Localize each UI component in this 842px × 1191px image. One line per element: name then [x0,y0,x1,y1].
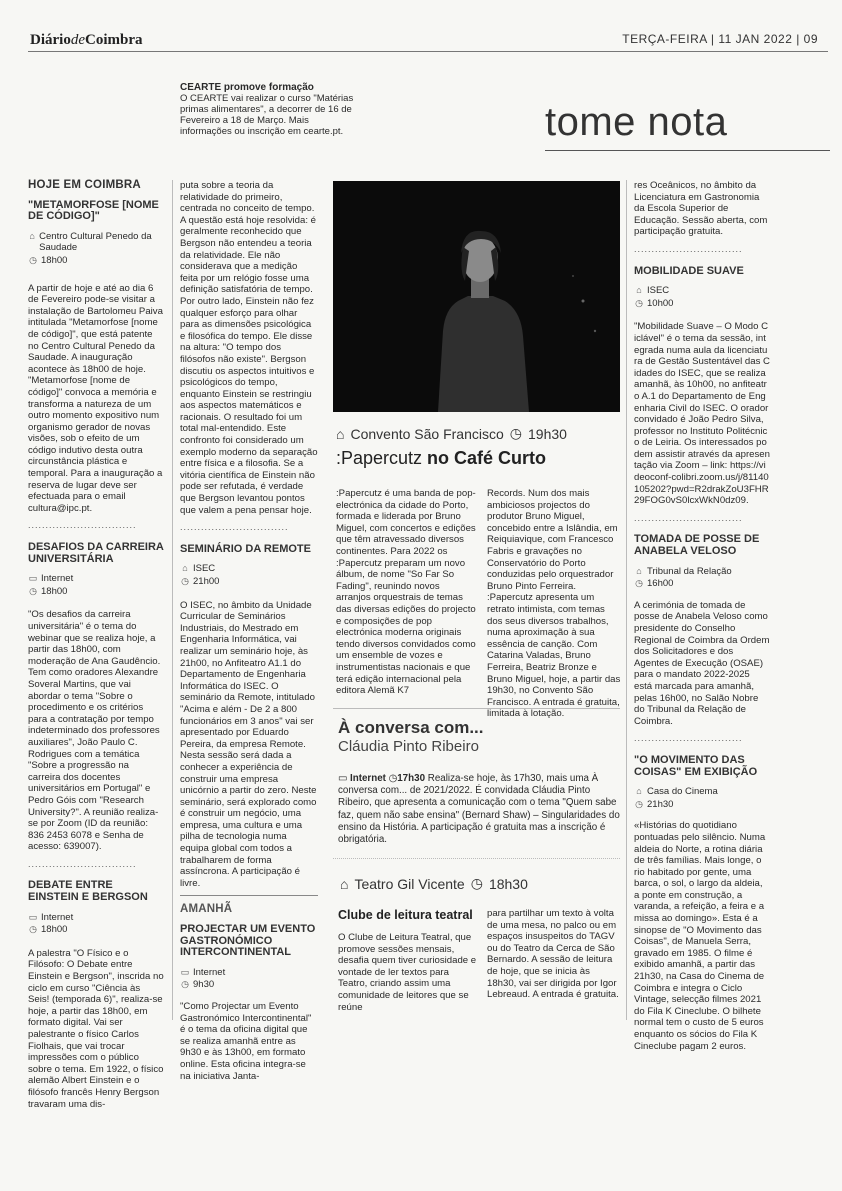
article-place: ▭ Internet [180,966,226,978]
rule [333,858,620,859]
section-title-rule [545,150,830,151]
article-title: SEMINÁRIO DA REMOTE [180,542,311,555]
cearte-notice [180,82,360,137]
gil-meta: ⌂ Teatro Gil Vicente ◷ 18h30 [340,875,528,892]
monitor-icon: ▭ [28,911,38,922]
clock-icon: ◷ [29,924,37,935]
monitor-icon: ▭ [338,773,348,784]
article-continuation: res Oceânicos, no âmbito da Licenciatura em Gastronomia da Escola Superior de Educação. Sessão aberta, com participação gratuita. [634,180,768,238]
article-title: "O MOVIMENTO DAS COISAS" EM EXIBIÇÃO [634,753,758,778]
article-body: A palestra "O Físico e o Filósofo: O Debate entre Einstein e Bergson", inscrida no ciclo em curso "Ciência às Seis! (temporada 6)", realiza-se hoje, a partir das 18h00, em formato digital. Vai ser palestrante o físico Carlos Fiolhais, que vai trocar impressões com o público sobre o tema. Em 1922, o físico alemão Albert Einstein e o filósofo francês Henry Bergson travaram uma dis- [28,947,164,1110]
article-place: ⌂ ISEC [634,285,770,297]
article-title: DEBATE ENTRE EINSTEIN E BERGSON [28,879,148,904]
article-time: ◷ 9h30 [181,979,215,991]
home-icon: ⌂ [636,786,642,797]
clock-icon: ◷ [509,425,522,441]
clock-icon: ◷ [181,979,189,990]
article-body: "Como Projectar um Evento Gastronómico Intercontinental" é o tema da oficina digital que se realiza amanhã entre as 9h30 e às 13h00, em formato online. Esta oficina integra-se na iniciativa Janta- [180,1001,312,1082]
feature-meta: ⌂ Convento São Francisco ◷ 19h30 [336,425,567,442]
masthead: DiáriodeCoimbra [30,32,143,48]
clock-icon: ◷ [29,254,37,265]
feature-papercutz [336,425,621,469]
article-time: ◷ 21h00 [181,576,220,587]
rule [180,895,318,896]
home-icon: ⌂ [336,425,345,442]
article-body: A cerimónia de tomada de posse de Anabela Veloso como presidente do Conselho Regional de Coimbra da Ordem dos Solicitadores e dos Agentes de Execução (OSAE) para o mandato 2022-2025 está marcada para amanhã, pelas 16h00, no Salão Nobre do Tribunal da Relação de Coimbra. [634,599,770,727]
article-body: «Histórias do quotidiano pontuadas pelo silêncio. Numa aldeia do Norte, a rotina diária de três famílias. Mais longe, o rio habitado por gente, uma barca, o sol, o largo da aldeia, a ponte em construção, a varanda, a refeição, a feira e a missa ao domingo». Esta é a sinopse de "O Movimento das Coisas", de Manuela Serra, gravado em 1985. O filme é exibido amanhã, a partir das 21h30, na Casa do Cinema de Coimbra e integra o Ciclo Vintage, selecção filmes 2021 do Fila K Cineclube. O bilhete normal tem o custo de 5 euros enquanto os sócios do Fila K Cineclube pagam 2 euros. [634,820,766,1052]
article-place: ⌂ Centro Cultural Penedo da Saudade [29,230,152,254]
article-body: A partir de hoje e até ao dia 6 de Fevereiro pode-se visitar a instalação de Bartolomeu Paiva intitulada "Metamorfose [nome de código]", que está patente no Centro Cultural Penedo da Saudade. A inauguração acontece às 18h00 de hoje. "Metamorfose [nome de código]" convoca a memória e transforma a natureza de um outro momento expositivo num organismo gerador de novas visões, sob o efeito de um código indutivo desta outra circunstância plástica e temporal. Para a inauguração a reserva de lugar deve ser efectuada para o email cultura@ipc.pt. [28,282,163,514]
feature-headline: :Papercutz no Café Curto [336,448,547,468]
article-time: ◷ 21h30 [635,798,674,810]
dot-separator: ............................... [634,512,743,523]
home-icon: ⌂ [636,565,642,576]
gil-body-right: para partilhar um texto à volta de uma mesa, no palco ou em espaços insuspeitos do TAGV ou do Teatro da Cerca de São Bernardo. A sessão de leitura de hoje, que se inicia às 18h30, vai ser dirigida por Igor Lebreaud. A entrada é gratuita. [487,908,619,1001]
article-place: ⌂ Tribunal da Relação [634,566,770,578]
cearte-title: CEARTE promove formação [180,82,314,93]
rule [333,708,620,709]
home-icon: ⌂ [182,563,188,574]
dot-separator: ............................... [28,520,137,531]
home-icon: ⌂ [340,875,349,892]
home-icon: ⌂ [29,230,35,241]
feature-body-left: :Papercutz é uma banda de pop-electrónica da cidade do Porto, formada e liderada por Bruno Miguel, com concertos e edições que têm atravessado diversos continentes. Para 2022 os :Papercutz preparam um novo álbum, de nome "So Far So Fading", reunindo novos arranjos orquestrais de temas das diversas edições do projecto e composições de pop electrónica moderna originais tendo diversos convidados como um ensemble de vozes e instrumentistas nacionais e que terá edição internacional pela editora Alemã K7 [336,488,476,697]
issue-date: TERÇA-FEIRA | 11 JAN 2022 | 09 [622,32,818,46]
amanha-heading: AMANHÃ [180,903,233,916]
header-rule [28,51,828,52]
article-time: ◷ 16h00 [635,578,674,590]
conversa-body: ▭ Internet ◷17h30 Realiza-se hoje, às 17h30, mais uma À conversa com... de 2021/2022. É convidada Cláudia Pinto Ribeiro, que apresenta a comunicação com o tema "Quem sabe faz, quem não sabe ensina" (Bernard Shaw) – Singularidades do ensino da História. A participação é gratuita mas a inscrição é obrigatória. [338,773,620,846]
article-time: ◷ 18h00 [29,585,68,597]
gil-title: Clube de leitura teatral [338,908,473,922]
clock-icon: ◷ [635,798,643,809]
feature-body-right: Records. Num dos mais ambiciosos projectos do produtor Bruno Miguel, concebido entre a Islândia, em Reiquiavique, com Francesco Fabris e gravações no Conservatório do Porto conduzidas pelo orquestrador Bruno Pinto Ferreira. :Papercutz apresenta um retrato intimista, com temas dos seus diversos trabalhos, numa aproximação à sua essência de canção. Com Catarina Valadas, Bruno Ferreira, Beatriz Bronze e Bruno Miguel, hoje, a partir das 19h30, no Convento São Francisco. A entrada é gratuita, limitada à lotação. [487,488,621,720]
column-4 [634,180,770,1058]
section-title: tome nota [545,100,728,144]
conversa-subtitle: Cláudia Pinto Ribeiro [338,738,479,755]
article-body: "Os desafios da carreira universitária" é o tema do webinar que se realiza hoje, a partir das 18h00, com moderação de Ana Gaudêncio. Tem como oradores Alexandre Soveral Martins, que vai abordar o tema "Sobre o procedimento e os critérios para a contratação por tempo indeterminado dos professores auxiliares", João Paulo C. Rodrigues com a temática "Sobre a progressão na carreira dos docentes universitários em Portugal" e Pedro Góis com "Research University?". A reunião realiza-se por Zoom (ID da reunião: 836 2453 6078 e Senha de acesso: 639007). [28,609,161,853]
column-2 [180,180,318,1088]
article-body: O ISEC, no âmbito da Unidade Curricular de Seminários Industriais, do Mestrado em Engenharia Informática, vai realizar um seminário hoje, às 21h00, no Anfiteatro A1.1 do Departamento de Engenharia Informática do ISEC. O seminário da Remote, intitulado "Acima e além - De 2 a 800 funcionários em 3 anos" vai ser apresentado por Eduardo Pereira, da empresa Remote. Nesta sessão será dada a conhecer a experiência de construir uma empresa unicórnio a partir do zero. Neste seminário, será explorado como é construir um negócio, uma empresa, uma cultura e uma pilha de tecnologia numa equipa global com todos a trabalharem de forma assíncrona. A participação é livre. [180,599,317,889]
hoje-heading: HOJE EM COIMBRA [28,179,141,191]
clock-icon: ◷ [29,585,37,596]
conversa-title: À conversa com... [338,718,484,737]
papercutz-photo [333,181,620,412]
gil-body-left: O Clube de Leitura Teatral, que promove sessões mensais, desafia quem tiver curiosidade e vontade de ler textos para Teatro, criando assim uma comunidade de leitores que se reúne [338,932,477,1013]
dot-separator: ............................... [180,522,289,533]
cearte-body: O CEARTE vai realizar o curso "Matérias primas alimentares", a decorrer de 16 de Fevereiro a 18 de Março. Mais informações ou inscrição em cearte.pt. [180,93,354,137]
dot-separator: ............................... [634,243,743,254]
article-continuation: puta sobre a teoria da relatividade do primeiro, centrada no conceito de tempo. A questão está hoje resolvida: é geralmente reconhecido que Bergson não entendeu a teoria da relatividade. Ele não considerava que a medição feita por um relógio fosse uma definição satisfatória de tempo. Por outro lado, Einstein não fez qualquer esforço para olhar para as dimensões psicológica e filosófica do tempo. Ele disse na altura: "O tempo dos filósofos não existe". Bergson discutiu os aspectos intuitivos e psicológicos do tempo, enquanto Einstein se restringiu aos aspectos matemáticos e racionais. O resultado foi um total mal-entendido. Este confronto foi considerado um exemplo moderno da separação entre física e a filosofia. Se a vitória científica de Einstein não pode ser refutada, é verdade que Bergson levantou pontos que valem a pena pensar hoje. [180,180,318,516]
monitor-icon: ▭ [180,966,190,977]
monitor-icon: ▭ [28,573,38,584]
clock-icon: ◷ [388,773,398,784]
article-title: PROJECTAR UM EVENTO GASTRONÓMICO INTERCONTINENTAL [180,923,316,959]
article-place: ⌂ ISEC [180,563,318,575]
article-place: ▭ Internet [28,911,74,923]
article-time: ◷ 10h00 [635,297,674,309]
dot-separator: ............................... [28,858,137,869]
column-divider [172,180,173,1020]
clock-icon: ◷ [635,297,643,308]
conversa-block [338,718,623,755]
article-place: ⌂ Casa do Cinema [634,786,770,798]
article-title: MOBILIDADE SUAVE [634,264,744,277]
clock-icon: ◷ [635,578,643,589]
article-time: ◷ 18h00 [29,254,68,266]
article-title: "METAMORFOSE [NOME DE CÓDIGO]" [28,198,159,223]
dot-separator: ............................... [634,733,743,744]
article-time: ◷ 18h00 [29,924,68,936]
article-place: ▭ Internet [28,573,74,585]
clock-icon: ◷ [470,875,483,891]
article-body: "Mobilidade Suave – O Modo Ciclável" é o tema da sessão, integrada numa aula da licenciatura de Gestão Sustentável das Cidades do ISEC, que se realiza amanhã, às 10h00, no anfiteatro A.1 do Departamento de Engenharia Civil do ISEC. O orador convidado é João Pedro Silva, professor no Instituto Politécnico de Leiria. Os interessados podem assistir através da apresentação via Zoom – link: https://videoconf-colibri.zoom.us/j/81140105202?pwd=R2drakZoU3FHR29FOG0vS0lcxWkN0dz09. [634,321,770,507]
performer-image [333,181,620,412]
column-1 [28,180,164,1116]
article-title: DESAFIOS DA CARREIRA UNIVERSITÁRIA [28,541,164,565]
home-icon: ⌂ [636,285,642,296]
column-divider [626,180,627,1020]
clock-icon: ◷ [181,576,189,586]
article-title: TOMADA DE POSSE DE ANABELA VELOSO [634,533,760,558]
